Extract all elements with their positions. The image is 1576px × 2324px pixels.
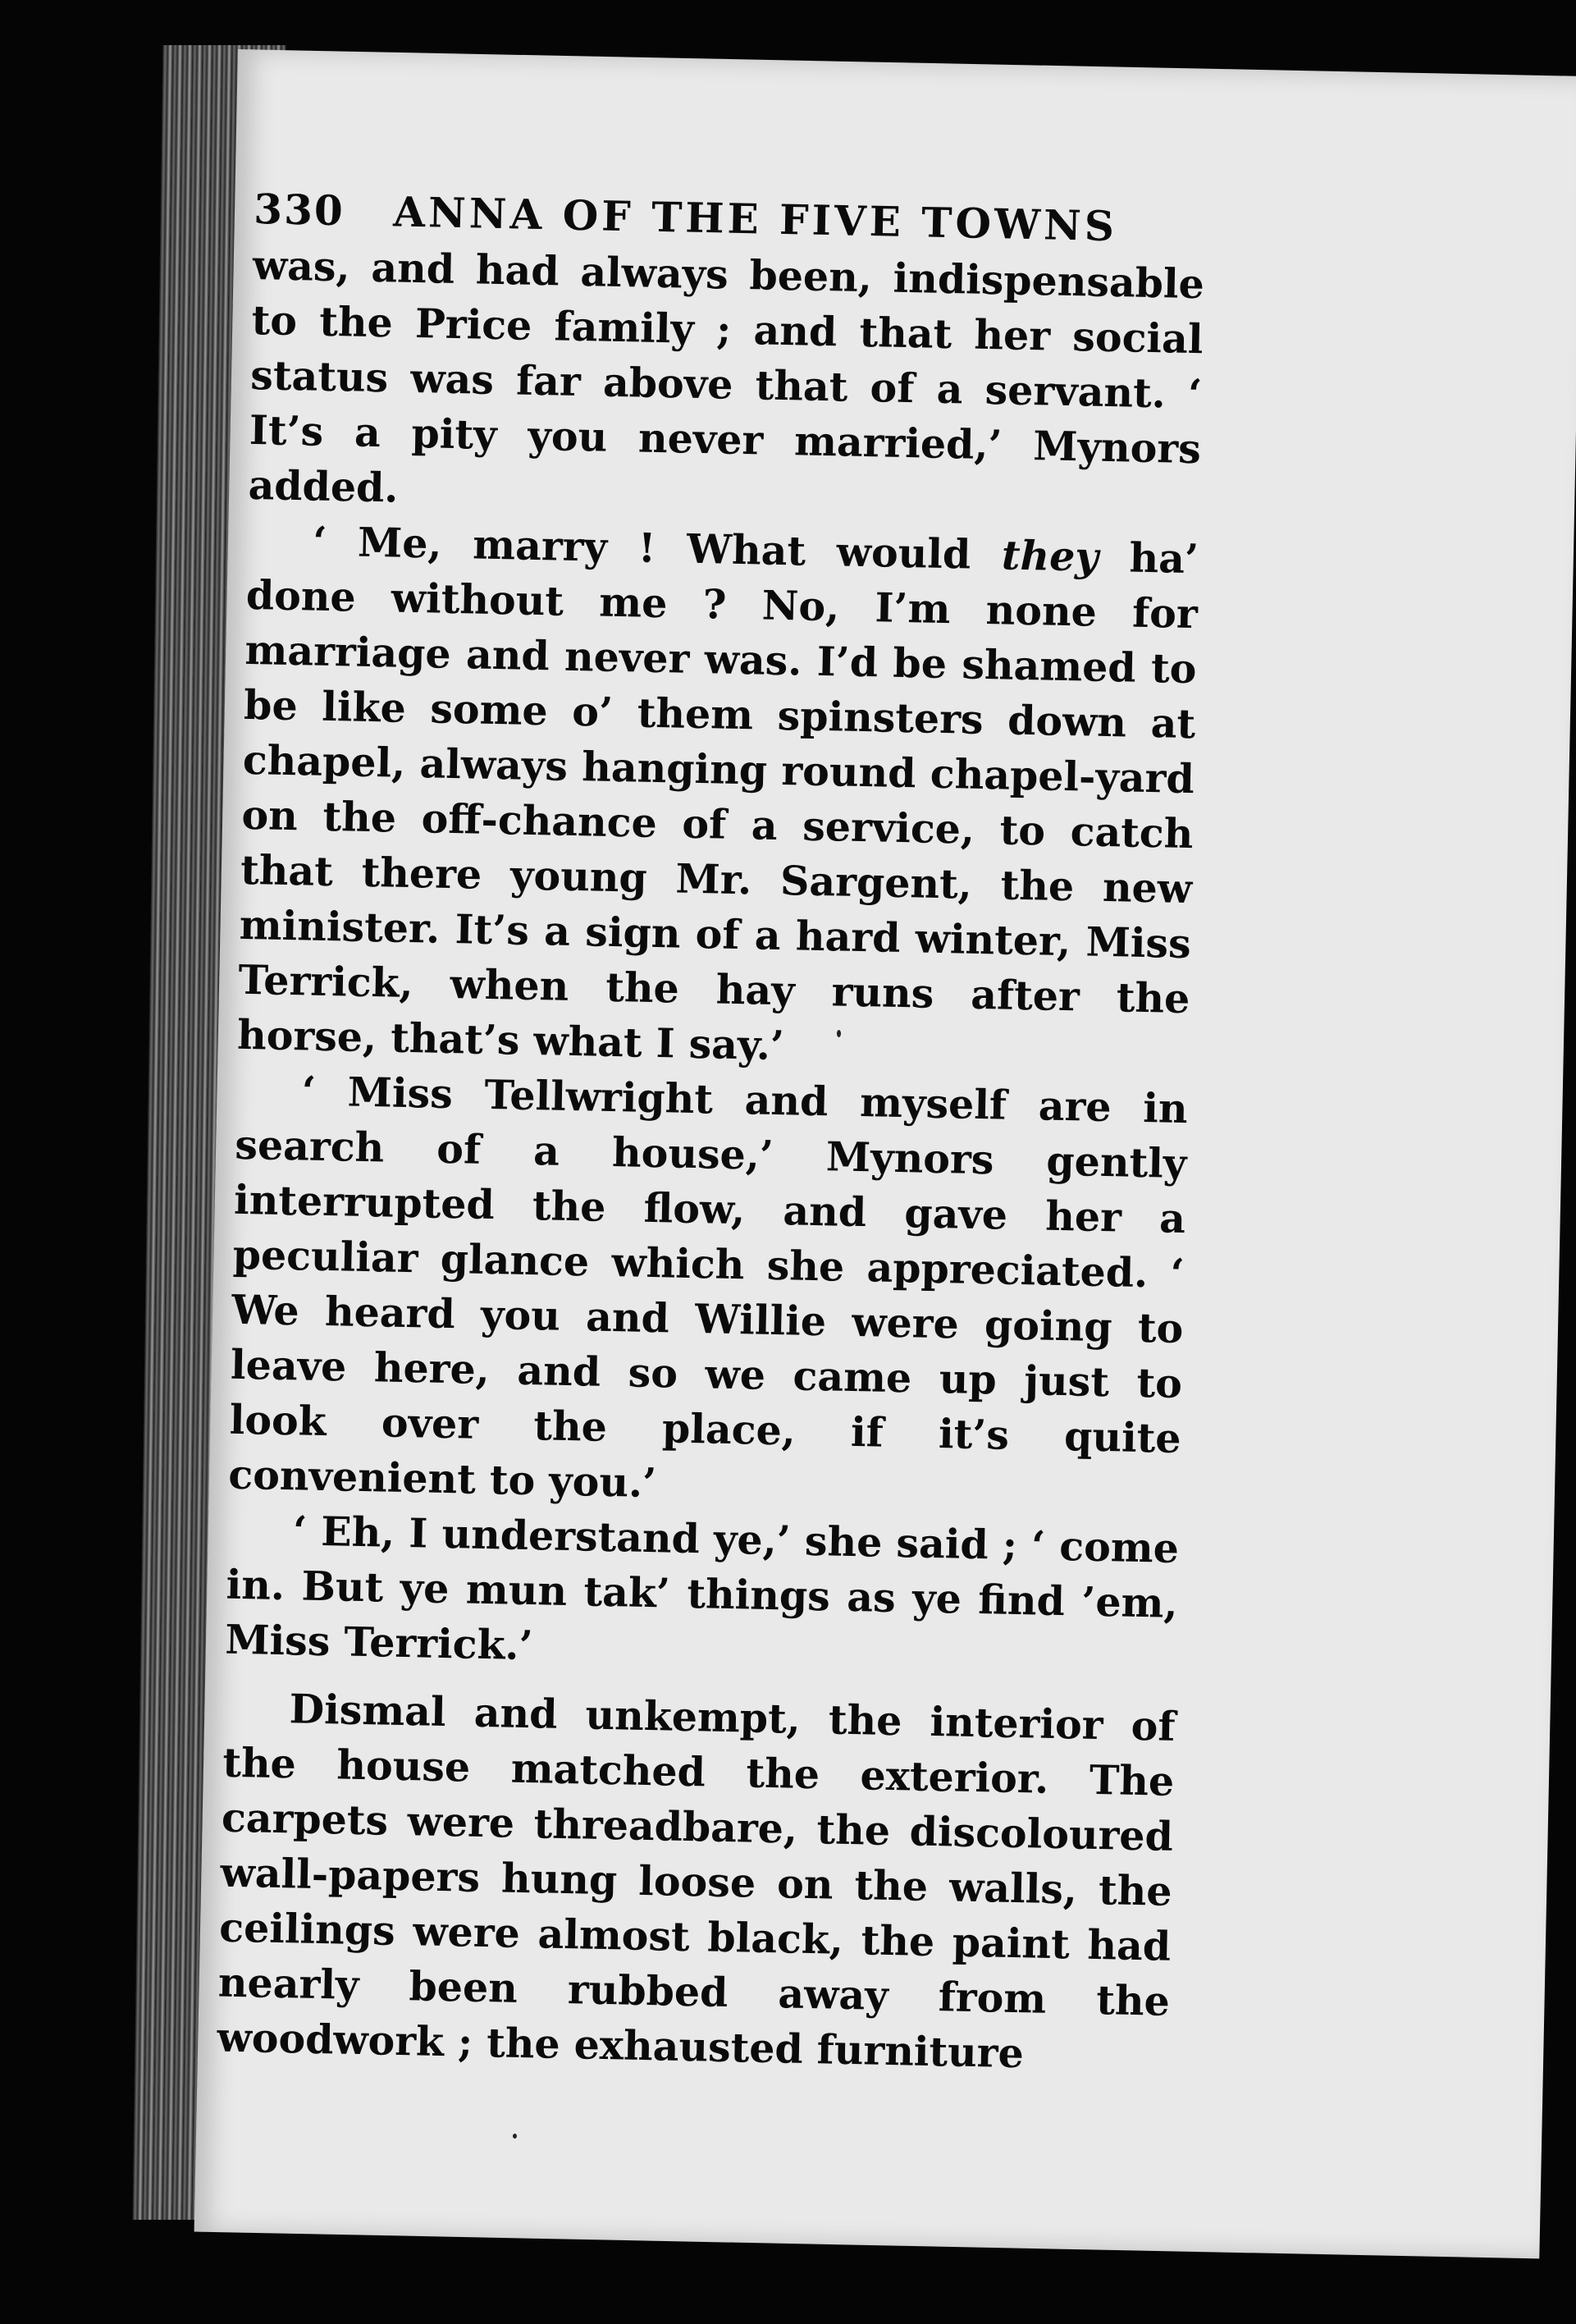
paper-speck bbox=[837, 1030, 841, 1037]
running-title: ANNA OF THE FIVE TOWNS bbox=[392, 187, 1118, 251]
paragraph: ‘ Eh, I understand ye,’ she said ; ‘ come in. But ye mun tak’ things as ye find ’em, Miss Terrick.’ bbox=[224, 1507, 1180, 1670]
paragraph-text: ‘ Me, marry ! What would bbox=[312, 517, 1003, 579]
paper-speck bbox=[513, 2134, 517, 2139]
page-number: 330 bbox=[253, 185, 345, 236]
paragraph: Dismal and unkempt, the interior of the house matched the exterior. The carpets were threadbare, the discoloured wall-papers hung loose on the walls, the ceilings were almost black, the paint had nearly been rubbed away from the woodwork ; the exhausted furniture bbox=[217, 1685, 1176, 2078]
body-text bbox=[217, 238, 1204, 2084]
paragraph: was, and had always been, indispensable to the Price family ; and that her social status was far above that of a servant. ‘ It’s a pity you never married,’ Mynors added. bbox=[248, 240, 1205, 512]
paragraph: ‘ Miss Tellwright and myself are in search of a house,’ Mynors gently interrupted the flow, and gave her a peculiar glance which she appreciated. ‘ We heard you and Willie were going to leave here, and so we came up just to look over the place, if it’s quite convenient to you.’ bbox=[227, 1067, 1189, 1507]
paragraph-text: ha’ done without me ? No, I’m none for marriage and never was. I’d be shamed to be like some o’ them spinsters down at chapel, always hanging round chapel-yard on the off-chance of a service, to catch that there young Mr. Sargent, the new minister. It’s a sign of a hard winter, Miss Terrick, when the hay runs after the horse, that’s what I say.’ bbox=[236, 533, 1199, 1070]
paragraph bbox=[237, 513, 1199, 1082]
emphasis-text: they bbox=[1001, 531, 1099, 581]
page-content bbox=[217, 185, 1206, 2084]
